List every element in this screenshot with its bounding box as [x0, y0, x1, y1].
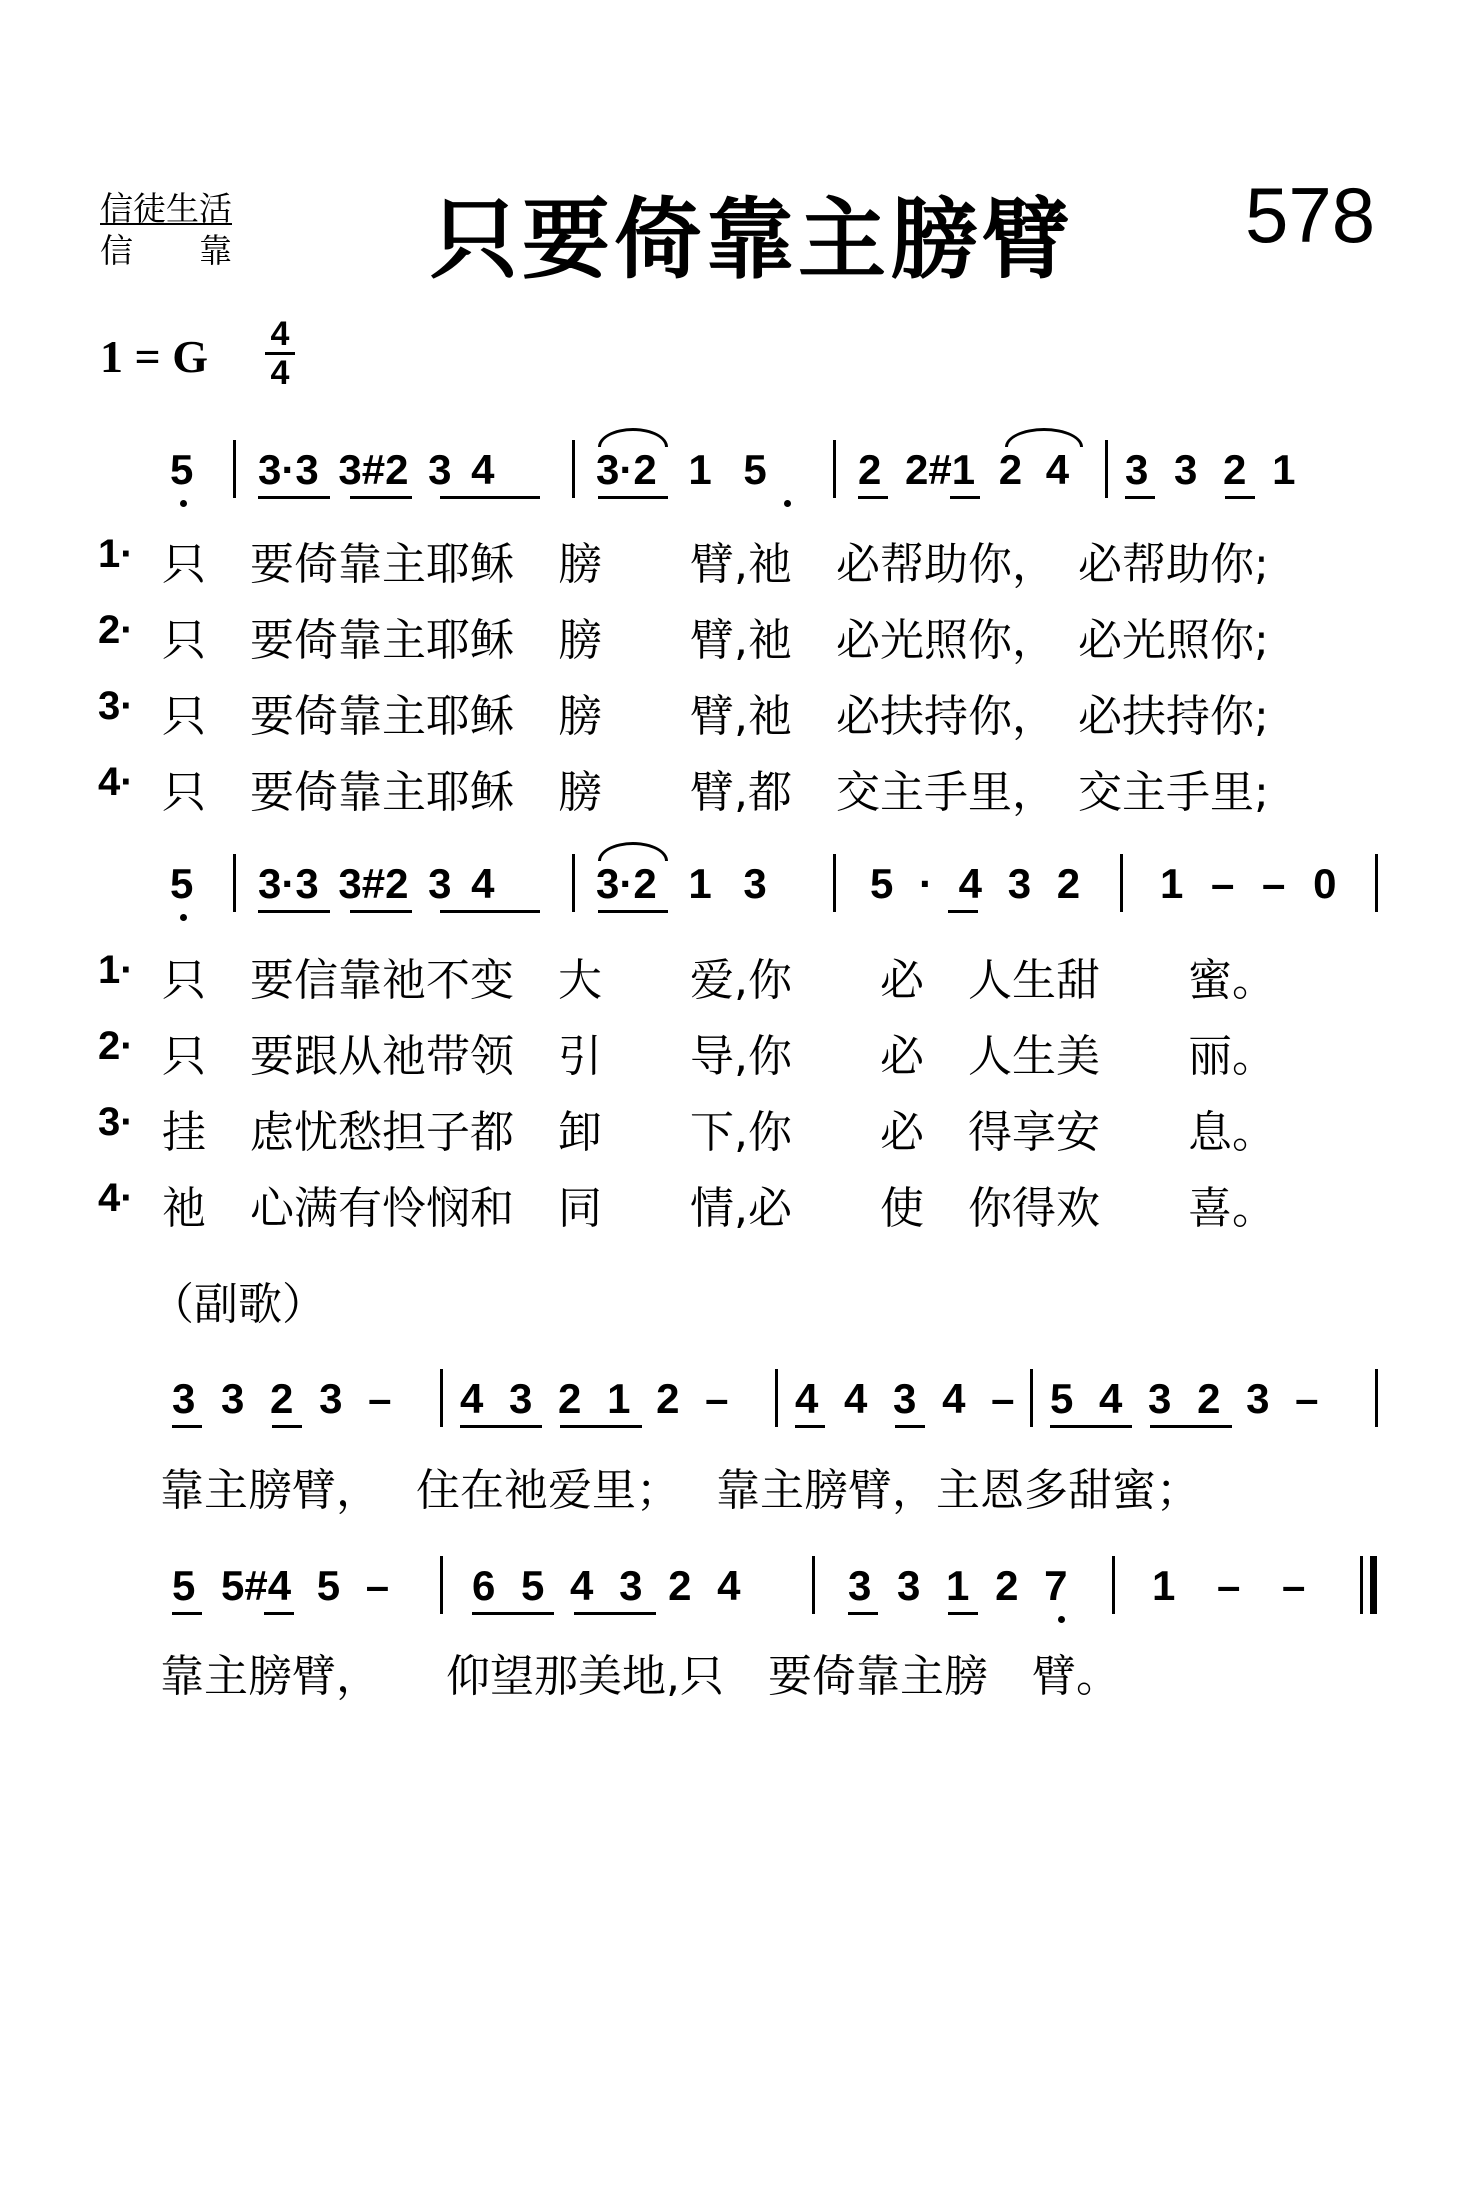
measure-4: 3 3 2 1 — [1125, 446, 1296, 493]
barline — [1030, 1369, 1033, 1427]
barline — [833, 440, 836, 498]
measure-15: 3 3 1 2 7 — [848, 1562, 1068, 1609]
verse-number: 4· — [98, 1176, 134, 1220]
lyric-line: 只 要倚靠主耶稣 膀 臂,都 交主手里， 交主手里; — [162, 767, 1269, 818]
barline — [833, 854, 836, 912]
final-barline-thin — [1360, 1556, 1363, 1614]
measure-pickup-2: 5 — [170, 860, 194, 907]
measure-2: 3·2 1 5 — [596, 446, 767, 493]
key-signature: 1 = G — [100, 331, 208, 382]
barline — [1105, 440, 1108, 498]
measure-7: 5 · 4 3 2 — [870, 860, 1081, 907]
refrain-label: （副歌） — [150, 1279, 326, 1330]
lyric-line: 只 要倚靠主耶稣 膀 臂,祂 必扶持你， 必扶持你; — [162, 691, 1269, 742]
measure-16: 1 – – — [1152, 1562, 1306, 1609]
category-line-2: 信 靠 — [100, 231, 232, 270]
measure-3: 2 2#1 2 4 — [858, 446, 1070, 493]
measure-8: 1 – – 0 — [1160, 860, 1337, 907]
measure-11: 4 4 3 4 – — [795, 1375, 1015, 1422]
verse-number: 1· — [98, 948, 134, 992]
category-line-1: 信徒生活 — [100, 189, 232, 228]
verse-number: 2· — [98, 1024, 134, 1068]
lyric-line: 只 要跟从祂带领 引 导,你 必 人生美 丽。 — [162, 1031, 1276, 1082]
measure-6: 3·2 1 3 — [596, 860, 767, 907]
barline — [572, 854, 575, 912]
lyric-line: 只 要倚靠主耶稣 膀 臂,祂 必光照你， 必光照你; — [162, 615, 1269, 666]
barline — [775, 1369, 778, 1427]
refrain-lyric-line-2: 靠主膀臂， 仰望那美地,只 要倚靠主膀 臂。 — [160, 1651, 1120, 1702]
refrain-lyric-line-1: 靠主膀臂， 住在祂爱里； 靠主膀臂，主恩多甜蜜； — [160, 1465, 1200, 1516]
measure-14: 6 5 4 3 2 4 — [472, 1562, 741, 1609]
barline — [233, 854, 236, 912]
lyric-line: 祂 心满有怜悯和 同 情,必 使 你得欢 喜。 — [162, 1183, 1276, 1234]
time-signature-top: 4 — [270, 315, 290, 353]
verse-number: 2· — [98, 608, 134, 652]
time-signature-bottom: 4 — [270, 354, 290, 392]
barline — [440, 1369, 443, 1427]
final-barline-thick — [1370, 1556, 1377, 1614]
lyric-line: 挂 虑忧愁担子都 卸 下,你 必 得享安 息。 — [162, 1107, 1276, 1158]
time-signature — [265, 315, 295, 392]
lyric-line: 只 要信靠祂不变 大 爱,你 必 人生甜 蜜。 — [162, 955, 1276, 1006]
measure-1: 3·3 3#2 3 4 — [258, 446, 495, 493]
verse-number: 1· — [98, 532, 134, 576]
barline — [572, 440, 575, 498]
verse-number: 3· — [98, 684, 134, 728]
measure-pickup-1: 5 — [170, 446, 194, 493]
page-title: 只要倚靠主膀臂 — [430, 188, 1075, 291]
verse-number: 4· — [98, 760, 134, 804]
measure-12: 5 4 3 2 3 – — [1050, 1375, 1319, 1422]
measure-9: 3 3 2 3 – — [172, 1375, 392, 1422]
measure-10: 4 3 2 1 2 – — [460, 1375, 729, 1422]
barline — [233, 440, 236, 498]
barline — [812, 1556, 815, 1614]
barline — [1375, 1369, 1378, 1427]
hymn-number: 578 — [1245, 171, 1376, 259]
measure-5: 3·3 3#2 3 4 — [258, 860, 495, 907]
barline — [1375, 854, 1378, 912]
barline — [440, 1556, 443, 1614]
barline — [1112, 1556, 1115, 1614]
verse-number: 3· — [98, 1100, 134, 1144]
lyric-line: 只 要倚靠主耶稣 膀 臂,祂 必帮助你， 必帮助你; — [162, 539, 1269, 590]
barline — [1120, 854, 1123, 912]
measure-13: 5 5#4 5 – — [172, 1562, 390, 1609]
